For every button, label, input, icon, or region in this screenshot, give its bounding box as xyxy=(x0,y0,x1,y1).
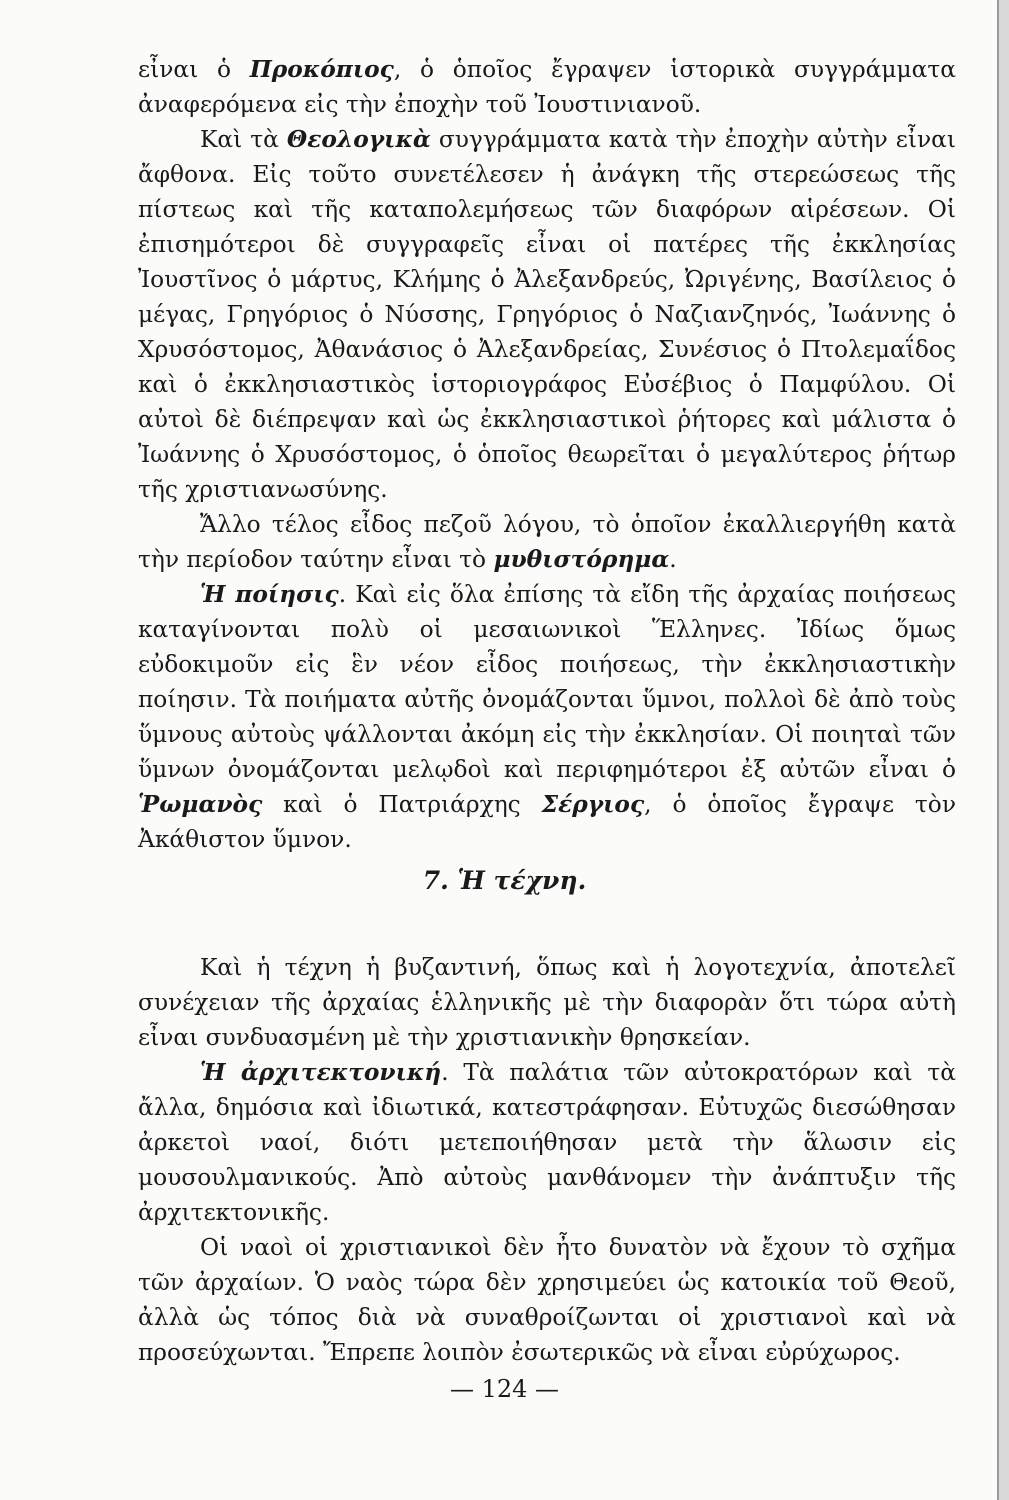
emphasis-sergios: Σέργιος xyxy=(541,791,645,818)
emphasis-theological: Θεολογικὰ xyxy=(286,126,431,153)
text: εἶναι ὁ xyxy=(138,56,250,83)
text-block-bottom xyxy=(138,950,956,1370)
paragraph-novel xyxy=(138,507,956,577)
emphasis-romanos: Ῥωμανὸς xyxy=(138,791,263,818)
paragraph-architecture xyxy=(138,1055,956,1230)
text: . Τὰ παλάτια τῶν αὐτοκρατόρων καὶ τὰ ἄλλα, δημόσια καὶ ἰδιωτικά, κατεστράφησαν. Εὐτυχῶς διεσώθησαν ἀρκετοὶ ναοί, διότι μετεποιήθησαν μετὰ τὴν ἅλωσιν εἰς μουσουλμανικούς. Ἀπὸ αὐτοὺς μανθάνομεν τὴν ἀνάπτυξιν τῆς ἀρχιτεκτονικῆς. xyxy=(138,1059,956,1226)
text: Καὶ τὰ xyxy=(200,126,287,153)
emphasis-novel: μυθιστόρημα xyxy=(493,546,670,573)
text: , ὁ ὁποῖος ἔγραψε τὸν Ἀκάθιστον ὕμνον. xyxy=(138,791,956,853)
paragraph-procopius xyxy=(138,52,956,122)
paragraph-theological-writings xyxy=(138,122,956,507)
emphasis-procopius: Προκόπιος xyxy=(249,56,394,83)
text: Ἄλλο τέλος εἶδος πεζοῦ λόγου, τὸ ὁποῖον ἐκαλλιεργήθη κατὰ τὴν περίοδον ταύτην εἶναι τὸ xyxy=(138,511,956,573)
text: . Καὶ εἰς ὅλα ἐπίσης τὰ εἴδη τῆς ἀρχαίας ποιήσεως καταγίνονται πολὺ οἱ μεσαιωνικοὶ Ἕλληνες. Ἰδίως ὅμως εὐδοκιμοῦν εἰς ἓν νέον εἶδος ποιήσεως, τὴν ἐκκλησιαστικὴν ποίησιν. Τὰ ποιήματα αὐτῆς ὀνομάζονται ὕμνοι, πολλοὶ δὲ ἀπὸ τοὺς ὕμνους αὐτοὺς ψάλλονται ἀκόμη εἰς τὴν ἐκκλησίαν. Οἱ ποιηταὶ τῶν ὕμνων ὀνομάζονται μελῳδοὶ καὶ περιφημότεροι ἐξ αὐτῶν εἶναι ὁ xyxy=(138,581,957,783)
page-number: — 124 — xyxy=(449,1375,560,1403)
emphasis-architecture: Ἡ ἀρχιτεκτονική xyxy=(200,1059,442,1086)
text: , ὁ ὁποῖος ἔγραψεν ἱστορικὰ συγγράμματα ἀναφερόμενα εἰς τὴν ἐποχὴν τοῦ Ἰουστινιανοῦ. xyxy=(138,56,957,118)
section-heading: 7. Ἡ τέχνη. xyxy=(422,866,587,895)
paragraph-churches: Οἱ ναοὶ οἱ χριστιανικοὶ δὲν ἦτο δυνατὸν νὰ ἔχουν τὸ σχῆμα τῶν ἀρχαίων. Ὁ ναὸς τώρα δὲν χρησιμεύει ὡς κατοικία τοῦ Θεοῦ, ἀλλὰ ὡς τόπος διὰ νὰ συναθροίζωνται οἱ χριστιανοὶ καὶ νὰ προσεύχωνται. Ἔπρεπε λοιπὸν ἐσωτερικῶς νὰ εἶναι εὐρύχωρος. xyxy=(138,1234,956,1366)
text: . xyxy=(669,546,677,573)
emphasis-poetry: Ἡ ποίησις xyxy=(200,581,339,608)
text-block-top xyxy=(138,52,956,857)
text: καὶ ὁ Πατριάρχης xyxy=(262,791,542,818)
paragraph-art: Καὶ ἡ τέχνη ἡ βυζαντινή, ὅπως καὶ ἡ λογοτεχνία, ἀποτελεῖ συνέχειαν τῆς ἀρχαίας ἑλληνικῆς μὲ τὴν διαφορὰν ὅτι τώρα αὐτὴ εἶναι συνδυασμένη μὲ τὴν χριστιανικὴν θρησκείαν. xyxy=(138,954,956,1051)
paragraph-poetry xyxy=(138,577,956,857)
page-edge xyxy=(997,0,1009,1500)
text: συγγράμματα κατὰ τὴν ἐποχὴν αὐτὴν εἶναι ἄφθονα. Εἰς τοῦτο συνετέλεσεν ἡ ἀνάγκη τῆς στερεώσεως τῆς πίστεως καὶ τῆς καταπολεμήσεως τῶν διαφόρων αἱρέσεων. Οἱ ἐπισημότεροι δὲ συγγραφεῖς εἶναι οἱ πατέρες τῆς ἐκκλησίας Ἰουστῖνος ὁ μάρτυς, Κλήμης ὁ Ἀλεξανδρεύς, Ὠριγένης, Βασίλειος ὁ μέγας, Γρηγόριος ὁ Νύσσης, Γρηγόριος ὁ Ναζιανζηνός, Ἰωάννης ὁ Χρυσόστομος, Ἀθανάσιος ὁ Ἀλεξανδρείας, Συνέσιος ὁ Πτολεμαΐδος καὶ ὁ ἐκκλησιαστικὸς ἱστοριογράφος Εὐσέβιος ὁ Παμφύλου. Οἱ αὐτοὶ δὲ διέπρεψαν καὶ ὡς ἐκκλησιαστικοὶ ῥήτορες καὶ μάλιστα ὁ Ἰωάννης ὁ Χρυσόστομος, ὁ ὁποῖος θεωρεῖται ὁ μεγαλύτερος ῥήτωρ τῆς χριστιανωσύνης. xyxy=(138,126,957,503)
